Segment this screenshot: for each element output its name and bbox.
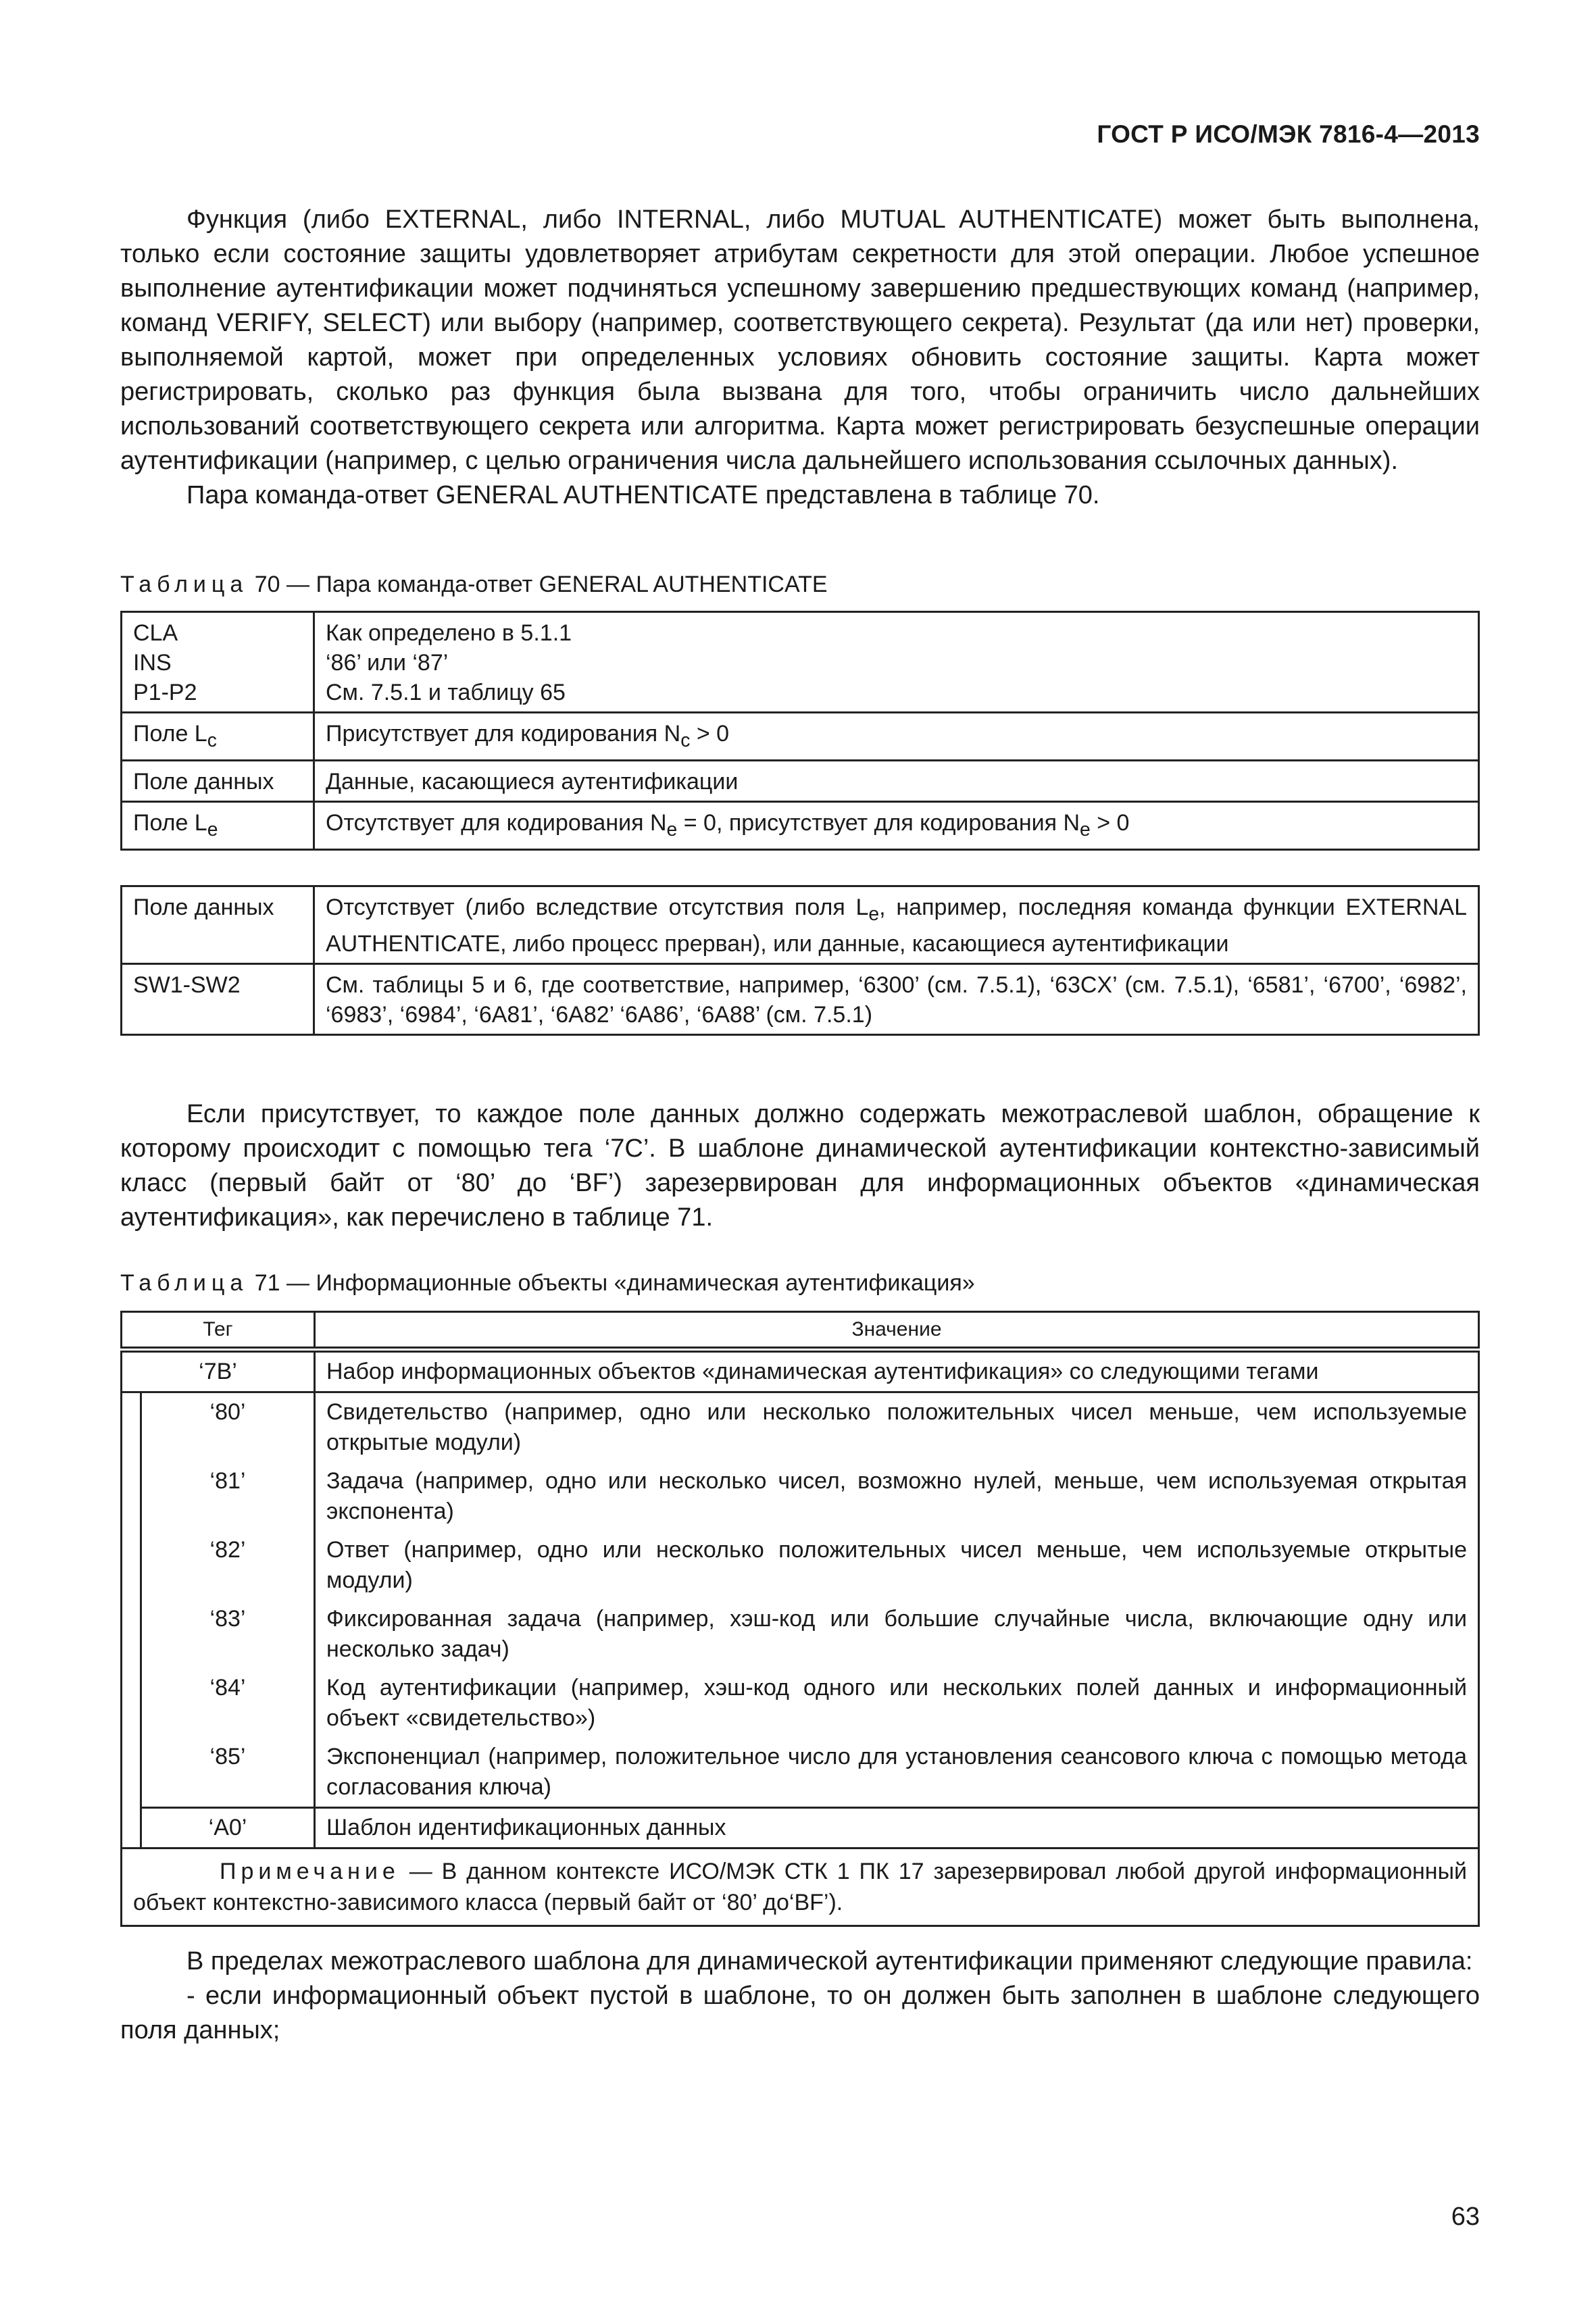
note-label: Примечание [220, 1859, 400, 1884]
table70-key: P1-P2 [133, 680, 197, 705]
table-row [122, 612, 1479, 713]
table70-value-tail: > 0 [690, 721, 730, 747]
table70-value: Отсутствует для кодирования N [326, 809, 667, 836]
subscript: e [868, 903, 880, 925]
table70-value: Как определено в 5.1.1 [326, 620, 572, 646]
table71-nesting-spacer [122, 1392, 141, 1848]
table70-response [120, 885, 1480, 1036]
table71-caption-text: 71 — Информационные объекты «динамическая аутентификация» [254, 1270, 975, 1296]
table70-key: Поле L [133, 809, 207, 836]
table71-value: Набор информационных объектов «динамическая аутентификация» со следующими тегами [315, 1350, 1479, 1392]
table70-value-cell: См. таблицы 5 и 6, где соответствие, например, ‘6300’ (см. 7.5.1), ‘63CX’ (см. 7.5.1), ‘6581’, ‘6700’, ‘6982’, ‘6983’, ‘6984’, ‘6A81’, ‘6A82’ ‘6A86’, ‘6A88’ (см. 7.5.1) [314, 963, 1479, 1034]
table71-tag: ‘82’ [141, 1531, 315, 1600]
table71-tag: ‘81’ [141, 1462, 315, 1531]
table70-value: > 0 [1090, 809, 1130, 836]
subscript: e [207, 818, 218, 840]
table71-tag: ‘84’ [141, 1669, 315, 1738]
middle-section [120, 1097, 1480, 1235]
table-row [122, 886, 1479, 964]
table-row [122, 1350, 1479, 1392]
table-row [122, 1462, 1479, 1531]
table70-key: Поле L [133, 721, 207, 747]
table70-key-cell [122, 713, 314, 761]
table-row [122, 1531, 1479, 1600]
page-number: 63 [1451, 2203, 1480, 2231]
closing-paragraph-1: В пределах межотраслевого шаблона для динамической аутентификации применяют следующие правила: [186, 1947, 1473, 1976]
table71-tag: ‘85’ [141, 1738, 315, 1808]
table-row [122, 1738, 1479, 1808]
document-header: ГОСТ Р ИСО/МЭК 7816-4—2013 [1097, 120, 1480, 148]
table70-value: = 0, присутствует для кодирования N [677, 809, 1080, 836]
table70-value-cell [314, 612, 1479, 713]
table71-value: Ответ (например, одно или несколько положительных чисел меньше, чем используемые открытые модули) [315, 1531, 1479, 1600]
table71-caption-label: Таблица [120, 1270, 249, 1296]
table70-key: CLA [133, 620, 178, 646]
note-text: — В данном контексте ИСО/МЭК СТК 1 ПК 17 зарезервировал любой другой информационный объект контекстно-зависимого класса (первый байт от ‘80’ до‘BF’). [133, 1859, 1467, 1915]
table-row [122, 760, 1479, 801]
table70-value: ‘86’ или ‘87’ [326, 650, 449, 676]
subscript: c [680, 729, 691, 751]
table-row [122, 1808, 1479, 1848]
table70-value: Присутствует для кодирования N [326, 721, 681, 747]
table71-value: Экспоненциал (например, положительное число для установления сеансового ключа с помощью метода согласования ключа) [315, 1738, 1479, 1808]
table71-value: Код аутентификации (например, хэш-код одного или нескольких полей данных и информационный объект «свидетельство») [315, 1669, 1479, 1738]
intro-section [120, 203, 1480, 513]
table70-key-cell [122, 612, 314, 713]
subscript: e [666, 818, 678, 840]
table70-caption [120, 572, 828, 598]
table71-value: Шаблон идентификационных данных [315, 1808, 1479, 1848]
table70-value: См. 7.5.1 и таблицу 65 [326, 680, 566, 705]
table-row [122, 1392, 1479, 1463]
table71-note [122, 1848, 1479, 1926]
table70-caption-label: Таблица [120, 572, 249, 597]
table-row [122, 713, 1479, 761]
table71-value: Фиксированная задача (например, хэш-код или большие случайные числа, включающие одну или несколько задач) [315, 1600, 1479, 1669]
table70-key: INS [133, 650, 172, 676]
table70-value-cell [314, 801, 1479, 849]
table-row [122, 1600, 1479, 1669]
table70-command [120, 611, 1480, 851]
table70-key-cell: Поле данных [122, 886, 314, 964]
closing-paragraph-2: - если информационный объект пустой в шаблоне, то он должен быть заполнен в шаблоне следующего поля данных; [120, 1982, 1480, 2044]
table70-value-cell [314, 886, 1479, 964]
subscript: e [1080, 818, 1091, 840]
table71-tag: ‘A0’ [141, 1808, 315, 1848]
table70-key-cell: Поле данных [122, 760, 314, 801]
table71-tag: ‘83’ [141, 1600, 315, 1669]
table71-header-tag: Тег [122, 1312, 315, 1350]
table71-value: Задача (например, одно или несколько чисел, возможно нулей, меньше, чем используемая открытая экспонента) [315, 1462, 1479, 1531]
table-header-row [122, 1312, 1479, 1350]
intro-paragraph-2: Пара команда-ответ GENERAL AUTHENTICATE представлена в таблице 70. [186, 481, 1100, 509]
table71-header-value: Значение [315, 1312, 1479, 1350]
table-row [122, 1848, 1479, 1926]
table71-value: Свидетельство (например, одно или несколько положительных чисел меньше, чем используемые открытые модули) [315, 1392, 1479, 1463]
table70-value-cell [314, 713, 1479, 761]
table70-caption-text: 70 — Пара команда-ответ GENERAL AUTHENTICATE [254, 572, 828, 597]
table-row [122, 963, 1479, 1034]
closing-section [120, 1944, 1480, 2048]
table70-key-cell [122, 801, 314, 849]
subscript: c [207, 729, 217, 751]
table70-key-cell: SW1-SW2 [122, 963, 314, 1034]
intro-paragraph-1: Функция (либо EXTERNAL, либо INTERNAL, либо MUTUAL AUTHENTICATE) может быть выполнена, только если состояние защиты удовлетворяет атрибутам секретности для этой операции. Любое успешное выполнение аутентификации может подчиняться успешному завершению предшествующих команд (например, команд VERIFY, SELECT) или выбору (например, соответствующего секрета). Результат (да или нет) проверки, выполняемой картой, может при определенных условиях обновить состояние защиты. Карта может регистрировать, сколько раз функция была вызвана для того, чтобы ограничить число дальнейших использований соответствующего секрета или алгоритма. Карта может регистрировать безуспешные операции аутентификации (например, с целью ограничения числа дальнейшего использования ссылочных данных). [120, 205, 1480, 475]
middle-paragraph: Если присутствует, то каждое поле данных должно содержать межотраслевой шаблон, обращение к которому происходит с помощью тега ‘7C’. В шаблоне динамической аутентификации контекстно-зависимый класс (первый байт от ‘80’ до ‘BF’) зарезервирован для информационных объектов «динамическая аутентификация», как перечислено в таблице 71. [120, 1100, 1480, 1232]
table-row [122, 1669, 1479, 1738]
table71-tag: ‘7B’ [122, 1350, 315, 1392]
table71-caption [120, 1270, 975, 1297]
table70-value-cell: Данные, касающиеся аутентификации [314, 760, 1479, 801]
table70-value: Отсутствует (либо вследствие отсутствия поля L [326, 895, 869, 920]
table71-tag: ‘80’ [141, 1392, 315, 1463]
table70-value: , например, последняя команда функции EXTERNAL AUTHENTICATE, либо процесс прерван), или данные, касающиеся аутентификации [326, 895, 1467, 957]
table-row [122, 801, 1479, 849]
table71 [120, 1311, 1480, 1927]
